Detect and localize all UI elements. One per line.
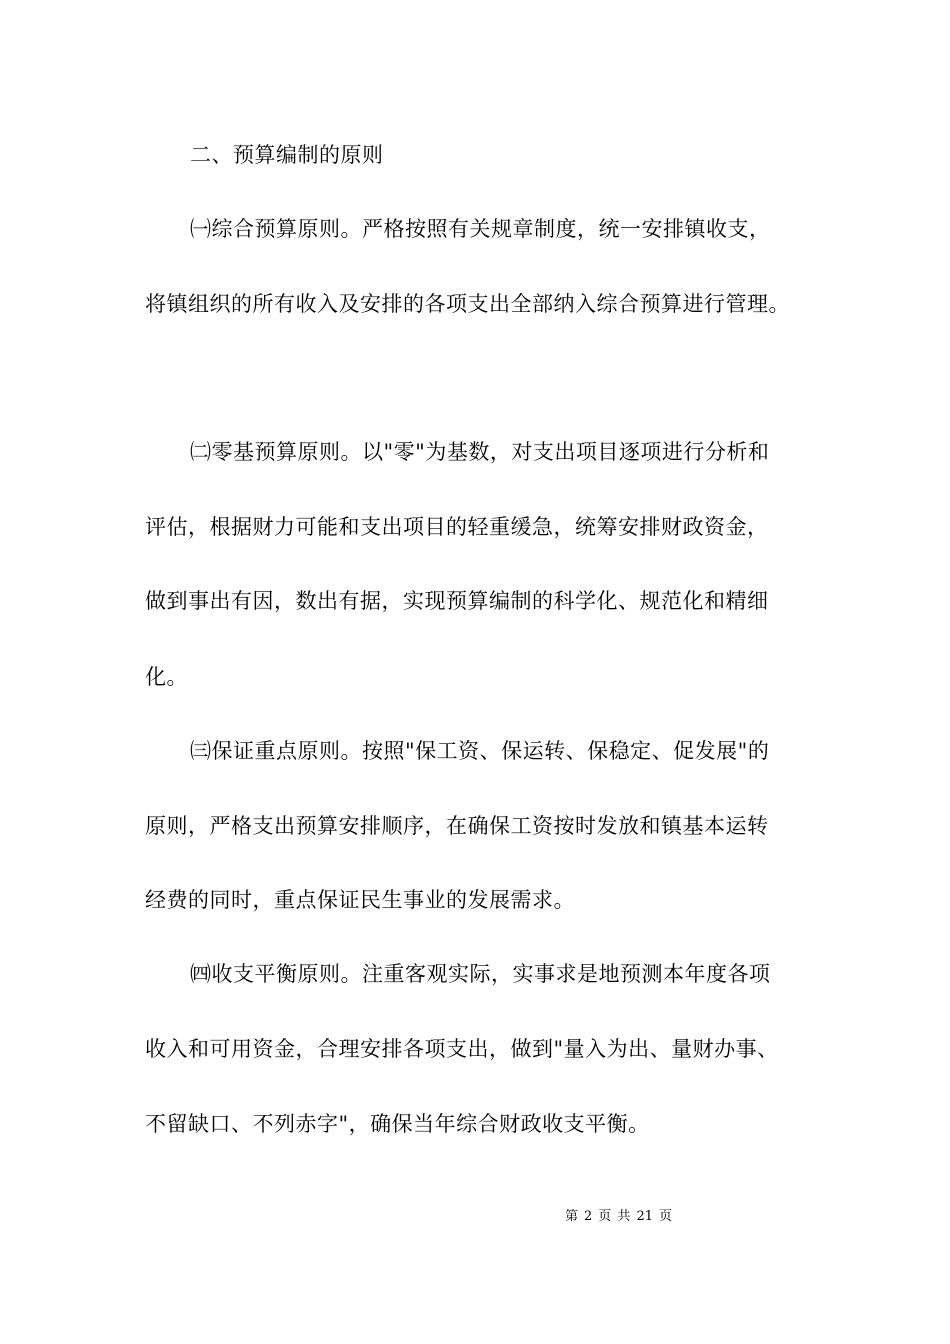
footer-page-number: 2: [584, 1209, 593, 1224]
paragraph-line: 不留缺口、不列赤字"，确保当年综合财政收支平衡。: [145, 1112, 650, 1136]
paragraph-line: 评估，根据财力可能和支出项目的轻重缓急，统筹安排财政资金，: [145, 515, 769, 539]
footer-suffix: 页: [658, 1209, 672, 1224]
paragraph-line: ㈣收支平衡原则。注重客观实际，实事求是地预测本年度各项: [190, 962, 771, 986]
page-footer: [0, 1208, 950, 1226]
paragraph-line: 原则，严格支出预算安排顺序，在确保工资按时发放和镇基本运转: [145, 814, 769, 838]
paragraph-line: ㈡零基预算原则。以"零"为基数，对支出项目逐项进行分析和: [190, 440, 770, 464]
section-heading: 二、预算编制的原则: [190, 143, 384, 167]
footer-prefix: 第: [565, 1209, 579, 1224]
footer-middle: 页 共: [598, 1209, 631, 1224]
paragraph-line: 做到事出有因，数出有据，实现预算编制的科学化、规范化和精细: [145, 589, 769, 613]
footer-total-pages: 21: [636, 1209, 653, 1224]
paragraph-line: 化。: [145, 665, 188, 689]
paragraph-line: 经费的同时，重点保证民生事业的发展需求。: [145, 888, 575, 912]
paragraph-line: 将镇组织的所有收入及安排的各项支出全部纳入综合预算进行管理。: [145, 292, 790, 316]
paragraph-line: 收入和可用资金，合理安排各项支出，做到"量入为出、量财办事、: [145, 1037, 779, 1061]
paragraph-line: ㈢保证重点原则。按照"保工资、保运转、保稳定、促发展"的: [190, 739, 770, 763]
paragraph-line: ㈠综合预算原则。严格按照有关规章制度，统一安排镇收支，: [190, 217, 771, 241]
